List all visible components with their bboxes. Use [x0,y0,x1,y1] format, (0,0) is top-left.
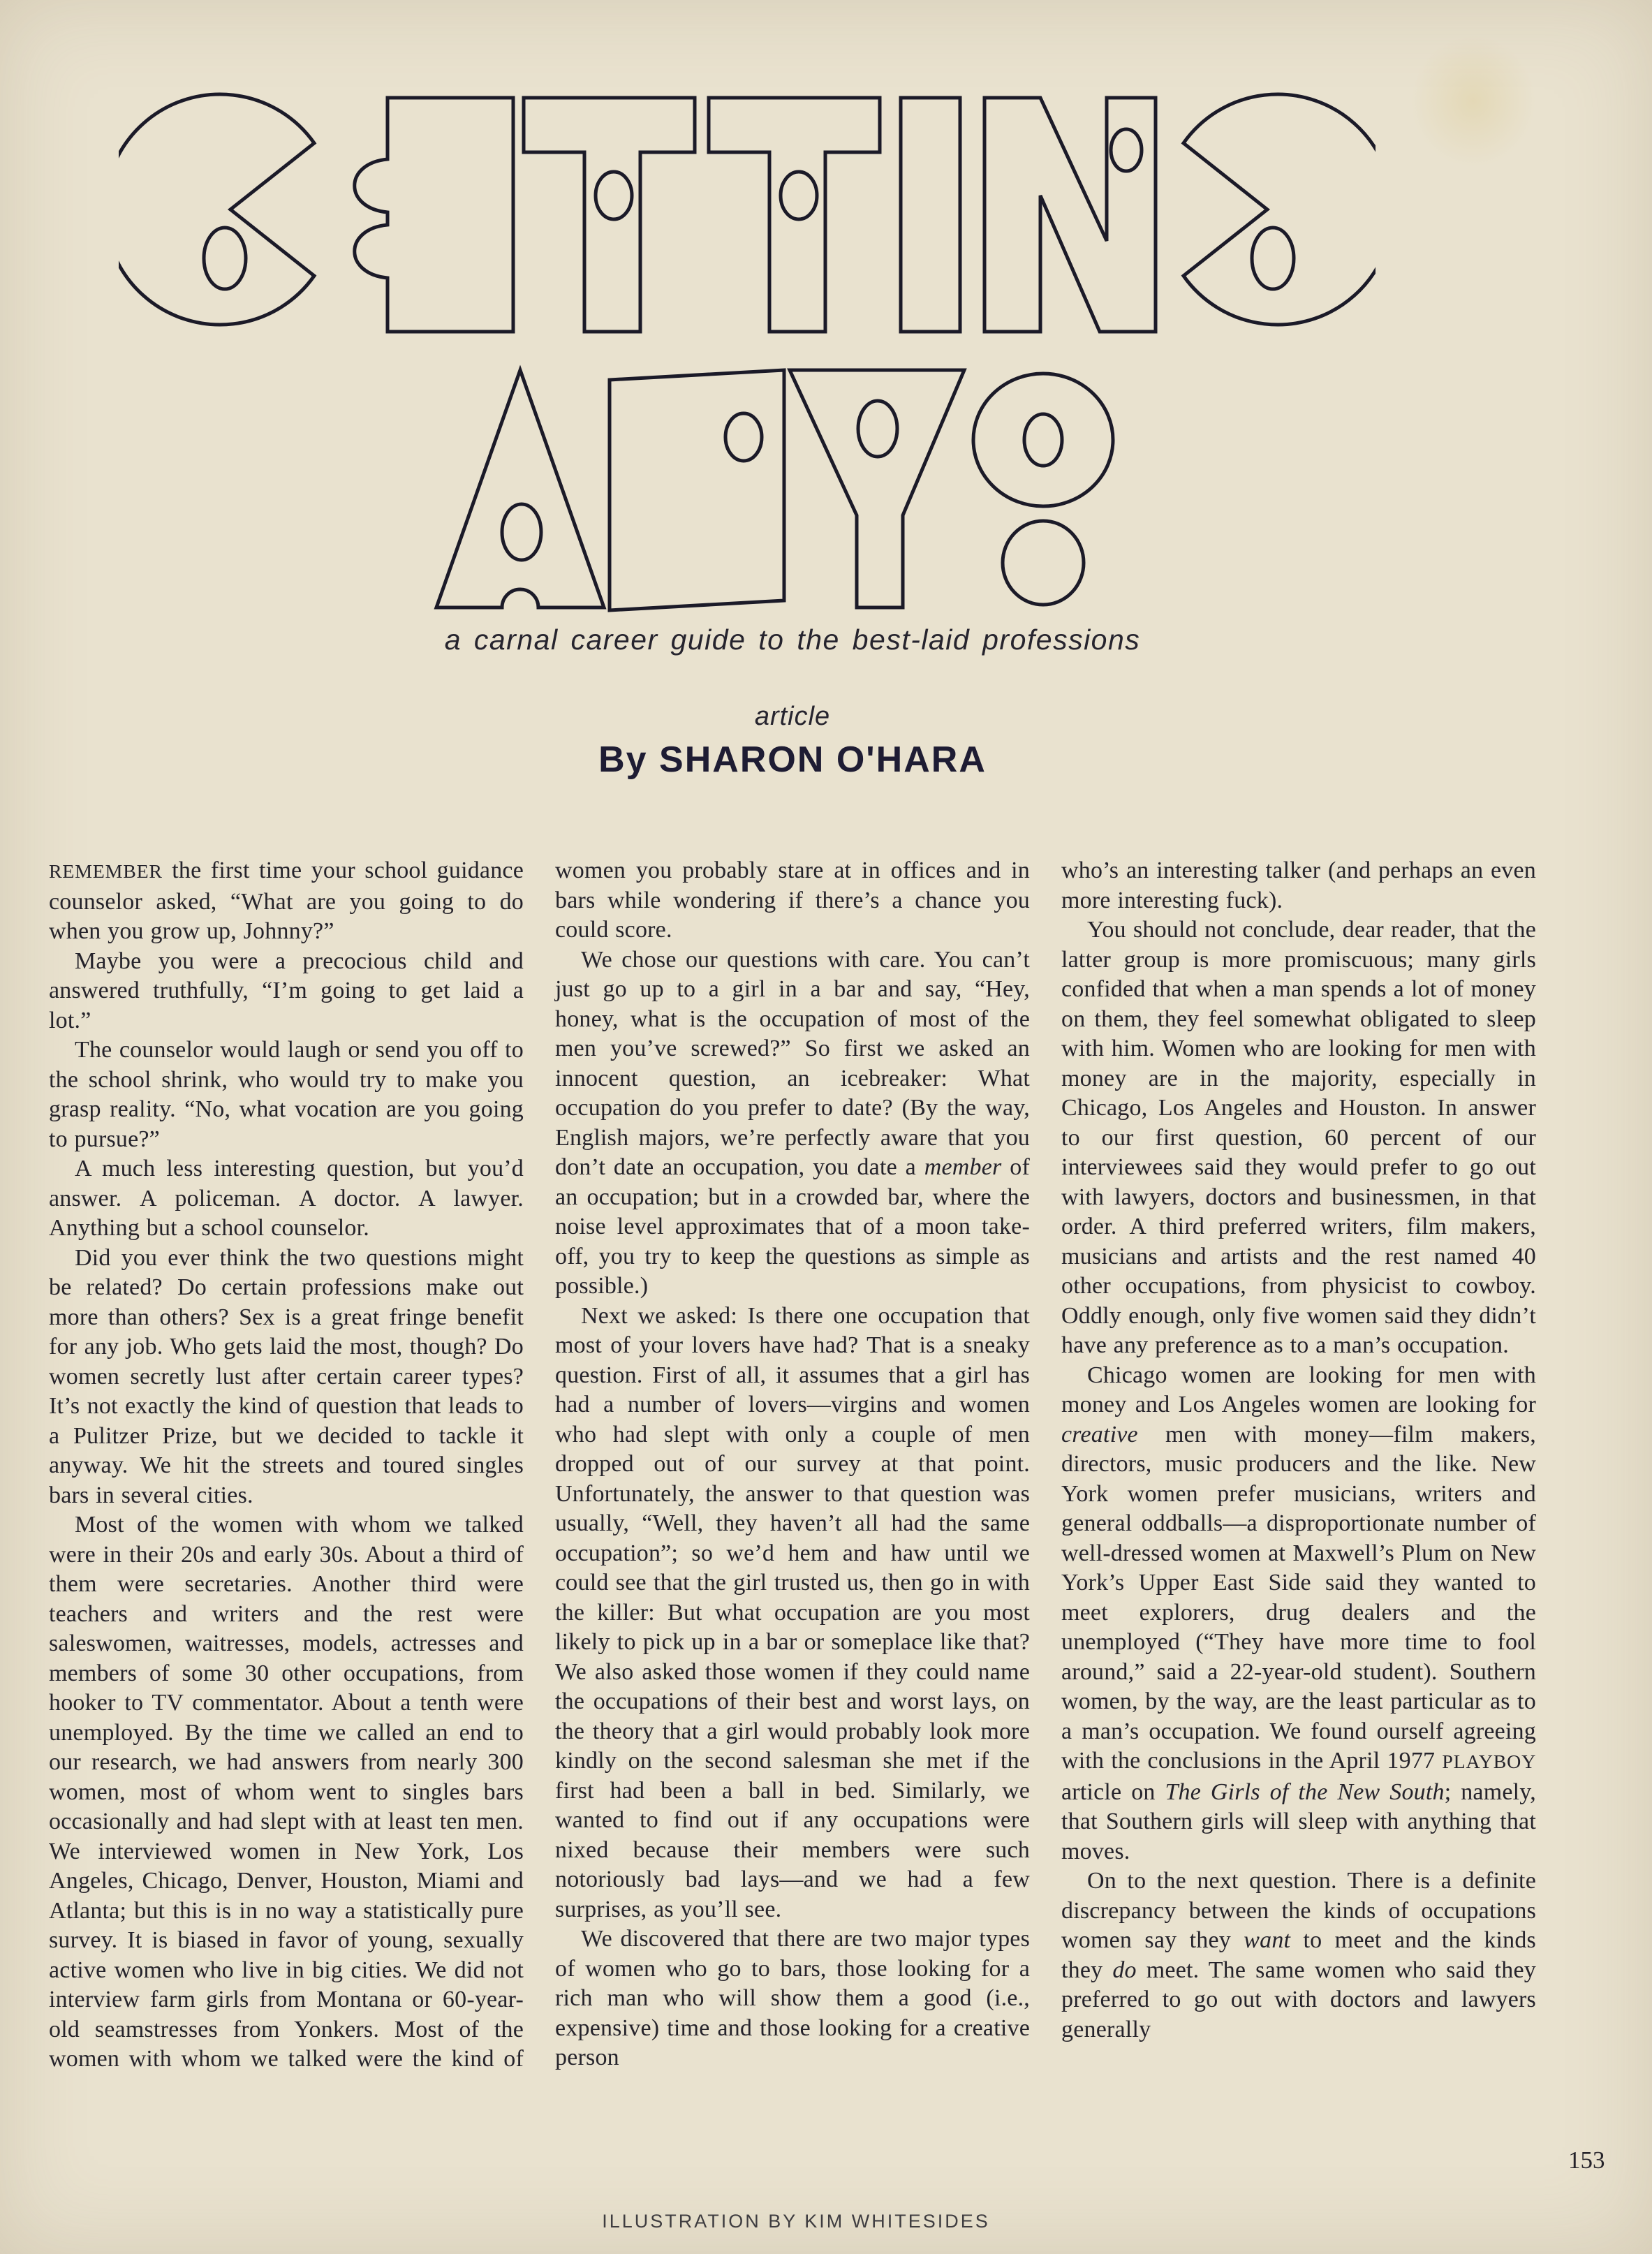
letter-g [119,94,314,325]
letter-t [709,98,880,332]
text-run: the first time your school guidance counselor asked, “What are you going to do when you grow up, Johnny?” [49,857,524,944]
text-run: Maybe you were a precocious child and answered truthfully, “I’m going to get laid a lot.” [49,948,524,1033]
text-run: women you probably stare at in offices and in bars while wondering if there’s a chance you could score. [555,857,1030,943]
title-word-getting [119,94,1376,332]
subtitle: a carnal career guide to the best-laid professions [444,624,1141,656]
text-run: who’s an interesting talker (and perhaps an even more interesting fuck). [1061,857,1536,913]
paragraph [1061,1866,1536,2045]
masthead [0,0,1652,845]
article-kicker: article [754,702,831,731]
paragraph [49,947,524,1036]
text-run: Next we asked: Is there one occupation that most of your lovers have had? That is a sneaky question. First of all, it assumes that a girl has had a number of lovers—virgins and women who had slept with only a couple of men dropped out of our survey at that point. Unfortunately, the answer to that question was usually, “Well, they haven’t all had the same occupation”; so we’d hem and haw until we could see that the girl trusted us, then go in with the killer: But what occupation are you most likely to pick up in a bar or someplace like that? We also asked those women if they could name the occupations of their best and worst lays, on the theory that a girl would probably look more kindly on the second salesman she met if the first had been a ball in bed. Similarly, we wanted to find out if any occupations were nixed because their members were such notoriously bad lays—and we had a few surprises, as you’ll see. [555,1302,1030,1922]
column-1 [49,856,524,2075]
text-run: do [1112,1957,1137,1983]
paragraph [49,856,524,947]
text-run: You should not conclude, dear reader, that the latter group is more promiscuous; many girls confided that when a man spends a lot of money on them, they feel somewhat obligated to sleep with him. Women who are looking for men with money are in the majority, especially in Chicago, Los Angeles and Houston. In answer to our first question, 60 percent of our interviewees said they would prefer to go out with lawyers, doctors and businessmen, in that order. A third preferred writers, film makers, musicians and artists and the rest named 40 other occupations, from physicist to cowboy. Oddly enough, only five women said they didn’t have any preference as to a man’s occupation. [1061,917,1536,1358]
title-word-any [436,370,1113,610]
column-2 [555,856,1030,2075]
text-run: want [1244,1927,1291,1953]
illustration-credit: ILLUSTRATION BY KIM WHITESIDES [602,2211,990,2232]
paragraph [1061,915,1536,1361]
text-run: We discovered that there are two major types of women who go to bars, those looking for a rich man who will show them a good (i.e., expensive) time and those looking for a creative person [555,1926,1030,2070]
text-run: article on [1061,1778,1165,1805]
text-run: We chose our questions with care. You can’t just go up to a girl in a bar and say, “Hey, honey, what is the occupation of most of the men you’ve screwed?” So first we asked an innocent question, an icebreaker: What occupation do you prefer to date? (By the way, English majors, we’re perfectly aware that you don’t date an occupation, you date a [555,946,1030,1180]
paragraph [555,856,1030,945]
letter-t [524,98,695,332]
paragraph [555,1924,1030,2073]
text-run: The counselor would laugh or send you off to the school shrink, who would try to make you grasp reality. “No, what vocation are you going to pursue?” [49,1037,524,1152]
letter-i [901,98,960,332]
paragraph [49,1510,524,2075]
paragraph [555,1302,1030,1925]
letter-n [984,98,1156,332]
letter-a [436,370,604,607]
text-run: creative [1061,1421,1138,1448]
question-mark-glyph [973,374,1113,605]
text-run: Chicago women are looking for men with money and Los Angeles women are looking for [1061,1362,1536,1417]
text-run: REMEMBER [49,861,163,883]
text-run: meet. The same women who said they preferred to go out with doctors and lawyers generally [1061,1957,1536,2042]
title-art [119,84,1376,614]
paragraph [555,945,1030,1302]
text-run: A much less interesting question, but you’d answer. A policeman. A doctor. A lawyer. Anything but a school counselor. [49,1156,524,1241]
text-run: PLAYBOY [1442,1751,1536,1773]
paragraph [49,1244,524,1511]
letter-n [610,370,784,610]
article-body [49,856,1536,2075]
byline: By SHARON O'HARA [598,739,987,780]
text-run: men with money—film makers, directors, music producers and the like. New York women prefer musicians, writers and general oddballs—a disproportionate number of well-dressed women at Maxwell’s Plum on New York’s Upper East Side said they wanted to meet explorers, drug dealers and the unemployed (“They have more time to fool around,” said a 22-year-old student). Southern women, by the way, are the least particular as to a man’s occupation. We found ourself agreeing with the conclusions in the April 1977 [1061,1421,1536,1774]
paragraph [49,1154,524,1244]
letter-e [355,98,513,332]
column-3 [1061,856,1536,2075]
text-run: ; namely, that Southern girls will sleep with anything that moves. [1061,1778,1536,1864]
paragraph [49,1036,524,1154]
text-run: member [924,1154,1002,1180]
page-number: 153 [1568,2146,1605,2174]
text-run: Did you ever think the two questions might be related? Do certain professions make out more than others? Sex is a great fringe benefit for any job. Who gets laid the most, though? Do women secretly lust after certain career types? It’s not exactly the kind of question that leads to a Pulitzer Prize, but we decided to tackle it anyway. We hit the streets and toured singles bars in several cities. [49,1244,524,1508]
text-run: On to the next question. There is a definite discrepancy between the kinds of occupations women say they [1061,1868,1536,1953]
paragraph [1061,1361,1536,1867]
letter-y [790,370,964,607]
letter-g [1183,94,1376,325]
text-run: The Girls of the New South [1165,1778,1445,1805]
paragraph [1061,856,1536,915]
text-run: to meet and the kinds they [1061,1927,1536,1983]
text-run: Most of the women with whom we talked were in their 20s and early 30s. About a third of them were secretaries. Another third were teachers and writers and the rest were saleswomen, waitresses, models, actresses and members of some 30 other occupations, from hooker to TV commentator. About a tenth were unemployed. By the time we called an end to our research, we had answers from nearly 300 women, most of whom went to singles bars occasionally and had slept with at least ten men. We interviewed women in New York, Los Angeles, Chicago, Denver, Houston, Miami and Atlanta; but this is in no way a statistically pure survey. It is biased in favor of young, sexually active women who live in big cities. We did not interview farm girls from Montana or 60-year-old seamstresses from Yonkers. Most of the women with whom we talked were the kind of [49,1512,524,2072]
text-run: of an occupation; but in a crowded bar, where the noise level approximates that of a moon take-off, you try to keep the questions as simple as possible.) [555,1154,1030,1299]
